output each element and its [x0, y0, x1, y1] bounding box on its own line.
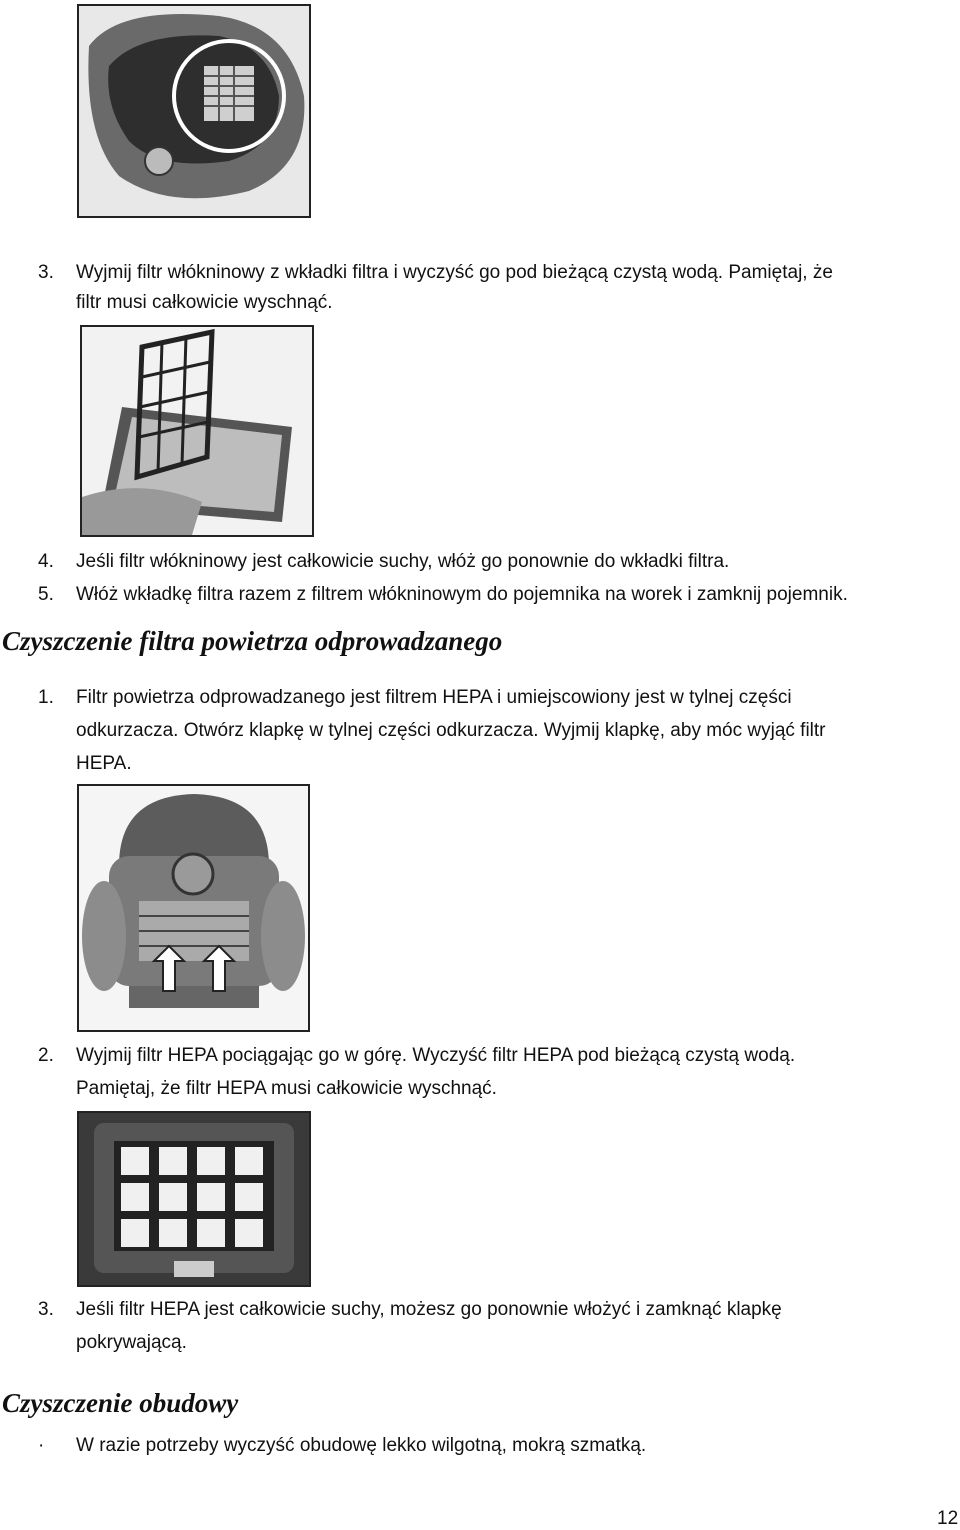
hepa-step-2-line-2: Pamiętaj, że filtr HEPA musi całkowicie wyschnąć. [76, 1078, 497, 1099]
step-number: 2. [38, 1045, 54, 1066]
bag-compartment-illustration [79, 6, 309, 216]
vacuum-rear-illustration [79, 786, 308, 1030]
hepa-step-2-line-1 [38, 1041, 795, 1071]
hepa-step-3-line-1 [38, 1295, 782, 1325]
step-text: Wyjmij filtr włókninowy z wkładki filtra i wyczyść go pod bieżącą czystą wodą. Pamiętaj, że [76, 262, 833, 283]
section-title-housing: Czyszczenie obudowy [2, 1388, 239, 1418]
section-title-hepa: Czyszczenie filtra powietrza odprowadzanego [2, 626, 503, 656]
photo-filter-insert [80, 325, 314, 537]
bullet-text: W razie potrzeby wyczyść obudowę lekko wilgotną, mokrą szmatką. [76, 1435, 647, 1456]
housing-bullet-item [38, 1431, 646, 1461]
step-3-line-2: filtr musi całkowicie wyschnąć. [76, 292, 333, 313]
step-5 [38, 580, 848, 610]
step-3-line-1 [38, 258, 833, 288]
step-number: 1. [38, 687, 54, 708]
hepa-step-1-line-1 [38, 683, 792, 713]
step-text: Filtr powietrza odprowadzanego jest filtrem HEPA i umiejscowiony jest w tylnej części [76, 687, 792, 708]
photo-hepa-filter [77, 1111, 311, 1287]
photo-vacuum-rear [77, 784, 310, 1032]
photo-bag-compartment [77, 4, 311, 218]
step-text: Jeśli filtr HEPA jest całkowicie suchy, możesz go ponownie włożyć i zamknąć klapkę [76, 1299, 782, 1320]
hepa-filter-illustration [79, 1113, 309, 1285]
bullet: · [38, 1435, 45, 1456]
step-number: 3. [38, 262, 54, 283]
step-number: 5. [38, 584, 54, 605]
page-number: 12 [937, 1508, 959, 1529]
step-text: Włóż wkładkę filtra razem z filtrem włókninowym do pojemnika na worek i zamknij pojemnik. [76, 584, 848, 605]
step-text: Jeśli filtr włókninowy jest całkowicie suchy, włóż go ponownie do wkładki filtra. [76, 551, 730, 572]
hepa-step-1-line-3: HEPA. [76, 753, 132, 774]
filter-insert-illustration [82, 327, 312, 535]
step-4 [38, 547, 729, 577]
hepa-step-1-line-2: odkurzacza. Otwórz klapkę w tylnej części odkurzacza. Wyjmij klapkę, aby móc wyjąć filtr [76, 720, 826, 741]
step-number: 4. [38, 551, 54, 572]
step-number: 3. [38, 1299, 54, 1320]
step-text: Wyjmij filtr HEPA pociągając go w górę. Wyczyść filtr HEPA pod bieżącą czystą wodą. [76, 1045, 796, 1066]
hepa-step-3-line-2: pokrywającą. [76, 1332, 187, 1353]
